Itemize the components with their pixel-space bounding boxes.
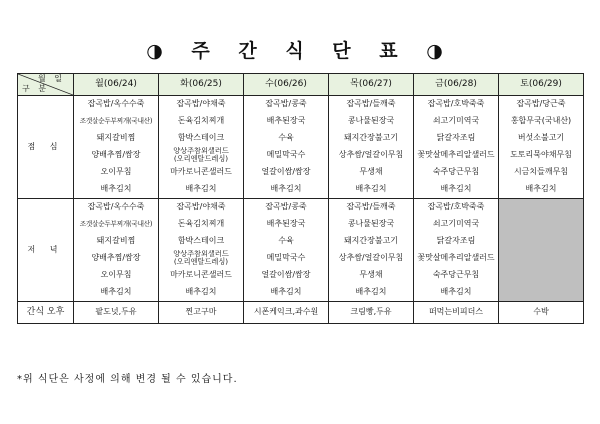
dinner-row — [18, 233, 584, 250]
dish-name: 콩나물된장국 — [347, 219, 395, 229]
dinner-dish-fri — [414, 267, 499, 284]
dinner-dish-thu — [329, 284, 414, 302]
snack-item-fri: 떠먹는비피더스 — [414, 302, 499, 324]
dinner-dish-wed — [244, 267, 329, 284]
lunch-dish-sat — [499, 181, 584, 199]
dish-name: 배추김치 — [355, 287, 387, 297]
dish-name: 마카로니콘샐러드 — [170, 270, 232, 280]
dinner-dish-sat — [499, 267, 584, 284]
snack-item-wed: 시폰케익크,과수원 — [244, 302, 329, 324]
lunch-dish-tue — [159, 147, 244, 164]
dish-name: 배추김치 — [270, 287, 302, 297]
dinner-dish-mon — [74, 284, 159, 302]
lunch-dish-tue — [159, 164, 244, 181]
dish-name: 수육 — [278, 236, 294, 246]
page-title: ◑ 주 간 식 단 표 ◑ — [146, 40, 454, 62]
dinner-dish-tue — [159, 233, 244, 250]
lunch-row — [18, 181, 584, 199]
dish-name: 돼지간장불고기 — [343, 133, 399, 143]
lunch-dish-tue — [159, 181, 244, 199]
snack-item-sat: 수박 — [499, 302, 584, 324]
dish-name: 함박스테이크 — [177, 236, 225, 246]
dish-name: 잡곡밥/들깨죽 — [346, 99, 396, 109]
dish-name: 돈육김치찌개 — [177, 116, 225, 126]
dish-name: 돼지간장불고기 — [343, 236, 399, 246]
dish-name: 잡곡밥/야채죽 — [176, 202, 226, 212]
dish-name: 배추김치 — [100, 184, 132, 194]
dinner-dish-tue — [159, 250, 244, 267]
dinner-dish-sat — [499, 216, 584, 233]
footnote: *위 식단은 사정에 의해 변경 될 수 있습니다. — [17, 374, 238, 385]
lunch-dish-fri — [414, 130, 499, 147]
dinner-dish-wed — [244, 250, 329, 267]
lunch-dish-wed — [244, 164, 329, 181]
dish-name: 잡곡밥/당근죽 — [516, 99, 566, 109]
lunch-row — [18, 113, 584, 130]
snack-item-thu: 크림빵,두유 — [329, 302, 414, 324]
header-row — [18, 74, 584, 96]
lunch-dish-wed — [244, 147, 329, 164]
lunch-dish-wed — [244, 130, 329, 147]
corner-bottom-label: 구 분 — [22, 84, 49, 94]
dinner-row — [18, 267, 584, 284]
dish-name: 배추김치 — [185, 287, 217, 297]
dinner-dish-tue — [159, 267, 244, 284]
lunch-dish-mon — [74, 113, 159, 130]
dinner-dish-tue — [159, 216, 244, 233]
snack-section-label: 간식 오후 — [18, 302, 74, 324]
dish-name: 돼지갈비찜 — [96, 236, 136, 246]
dish-name: 무생채 — [359, 270, 383, 280]
dinner-dish-tue — [159, 199, 244, 217]
dinner-dish-thu — [329, 250, 414, 267]
lunch-dish-mon — [74, 147, 159, 164]
lunch-dish-thu — [329, 130, 414, 147]
dinner-dish-thu — [329, 267, 414, 284]
day-header-fri: 금(06/28) — [414, 74, 499, 96]
dish-name: 조갯살순두부찌개(국내산) — [79, 220, 153, 229]
dish-name: 닭갈자조림 — [436, 133, 476, 143]
dinner-dish-wed — [244, 284, 329, 302]
dish-name: 홍합무국(국내산) — [510, 116, 572, 126]
dish-name: 오이무침 — [100, 270, 132, 280]
lunch-row — [18, 164, 584, 181]
dinner-dish-thu — [329, 216, 414, 233]
dish-name: 배추김치 — [270, 184, 302, 194]
dish-name: 조갯살순두부찌개(국내산) — [79, 117, 153, 126]
snack-item-tue: 찐고구마 — [159, 302, 244, 324]
day-header-mon: 월(06/24) — [74, 74, 159, 96]
lunch-dish-wed — [244, 96, 329, 114]
dinner-dish-mon — [74, 216, 159, 233]
dish-name: 콩나물된장국 — [347, 116, 395, 126]
dinner-dish-fri — [414, 216, 499, 233]
dish-name: 마카로니콘샐러드 — [170, 167, 232, 177]
dinner-row — [18, 284, 584, 302]
dinner-dish-fri — [414, 284, 499, 302]
lunch-dish-wed — [244, 113, 329, 130]
dish-name: 잡곡밥/호박죽죽 — [427, 202, 485, 212]
dinner-dish-thu — [329, 233, 414, 250]
dish-name: 배추된장국 — [266, 116, 306, 126]
lunch-dish-mon — [74, 96, 159, 114]
dish-name: 양상추참외샐러드 (오리엔탈드레싱) — [173, 147, 229, 164]
dish-name: 배추김치 — [185, 184, 217, 194]
dish-name: 메밀막국수 — [266, 253, 306, 263]
day-header-wed: 수(06/26) — [244, 74, 329, 96]
dish-name: 상추쌈/얼갈이무침 — [338, 253, 404, 263]
dinner-row — [18, 216, 584, 233]
lunch-dish-thu — [329, 181, 414, 199]
dish-name: 배추김치 — [440, 287, 472, 297]
dinner-dish-mon — [74, 233, 159, 250]
dinner-dish-mon — [74, 250, 159, 267]
lunch-dish-tue — [159, 130, 244, 147]
lunch-dish-fri — [414, 147, 499, 164]
lunch-dish-fri — [414, 181, 499, 199]
dish-name: 쇠고기미역국 — [432, 116, 480, 126]
lunch-row — [18, 130, 584, 147]
dish-name: 배추김치 — [525, 184, 557, 194]
dish-name: 잡곡밥/옥수수죽 — [87, 202, 145, 212]
dish-name: 양배추찜/쌈장 — [91, 150, 141, 160]
lunch-dish-sat — [499, 96, 584, 114]
lunch-dish-fri — [414, 113, 499, 130]
dish-name: 잡곡밥/콩죽 — [265, 202, 307, 212]
lunch-dish-sat — [499, 113, 584, 130]
lunch-dish-wed — [244, 181, 329, 199]
lunch-dish-thu — [329, 147, 414, 164]
dish-name: 배추김치 — [440, 184, 472, 194]
lunch-dish-tue — [159, 96, 244, 114]
corner-top-label: 월 일 — [38, 74, 65, 83]
dinner-dish-wed — [244, 216, 329, 233]
dish-name: 무생채 — [359, 167, 383, 177]
dish-name: 잡곡밥/옥수수죽 — [87, 99, 145, 109]
dish-name: 닭갈자조림 — [436, 236, 476, 246]
dinner-row — [18, 250, 584, 267]
dinner-dish-fri — [414, 250, 499, 267]
dish-name: 꽃맛살메추리알샐러드 — [417, 253, 495, 263]
lunch-dish-fri — [414, 96, 499, 114]
lunch-dish-fri — [414, 164, 499, 181]
dish-name: 양배추찜/쌈장 — [91, 253, 141, 263]
dish-name: 숙주당근무침 — [432, 270, 480, 280]
lunch-dish-thu — [329, 164, 414, 181]
dish-name: 수육 — [278, 133, 294, 143]
dish-name: 시금치들깨무침 — [513, 167, 569, 177]
day-header-sat: 토(06/29) — [499, 74, 584, 96]
dish-name: 버섯소불고기 — [517, 133, 565, 143]
weekly-menu-table — [17, 73, 584, 324]
snack-item-mon: 팥도넛,두유 — [74, 302, 159, 324]
lunch-row — [18, 96, 584, 114]
dinner-dish-mon — [74, 267, 159, 284]
dish-name: 잡곡밥/들깨죽 — [346, 202, 396, 212]
lunch-dish-thu — [329, 113, 414, 130]
dinner-dish-fri — [414, 199, 499, 217]
lunch-dish-tue — [159, 113, 244, 130]
lunch-row — [18, 147, 584, 164]
dish-name: 숙주당근무침 — [432, 167, 480, 177]
lunch-dish-sat — [499, 164, 584, 181]
lunch-dish-mon — [74, 164, 159, 181]
dish-name: 돼지갈비찜 — [96, 133, 136, 143]
dinner-section-label: 저 녁 — [18, 199, 74, 302]
dish-name: 상추쌈/얼갈이무침 — [338, 150, 404, 160]
dish-name: 쇠고기미역국 — [432, 219, 480, 229]
dish-name: 오이무침 — [100, 167, 132, 177]
lunch-dish-mon — [74, 181, 159, 199]
dish-name: 얼갈이쌈/쌈장 — [261, 270, 311, 280]
dish-name: 잡곡밥/야채죽 — [176, 99, 226, 109]
dinner-dish-thu — [329, 199, 414, 217]
dinner-dish-wed — [244, 233, 329, 250]
dinner-dish-sat — [499, 199, 584, 217]
dinner-dish-fri — [414, 233, 499, 250]
dish-name: 돈육김치찌개 — [177, 219, 225, 229]
day-header-thu: 목(06/27) — [329, 74, 414, 96]
dish-name: 꽃맛살메추리알샐러드 — [417, 150, 495, 160]
dish-name: 얼갈이쌈/쌈장 — [261, 167, 311, 177]
dinner-row — [18, 199, 584, 217]
dinner-dish-mon — [74, 199, 159, 217]
dish-name: 잡곡밥/콩죽 — [265, 99, 307, 109]
dish-name: 함박스테이크 — [177, 133, 225, 143]
dinner-dish-wed — [244, 199, 329, 217]
dish-name: 도토리묵야채무침 — [510, 150, 572, 160]
lunch-section-label: 점 심 — [18, 96, 74, 199]
lunch-dish-sat — [499, 147, 584, 164]
dinner-dish-sat — [499, 284, 584, 302]
dinner-dish-tue — [159, 284, 244, 302]
day-header-tue: 화(06/25) — [159, 74, 244, 96]
lunch-dish-sat — [499, 130, 584, 147]
lunch-dish-thu — [329, 96, 414, 114]
dish-name: 양상추참외샐러드 (오리엔탈드레싱) — [173, 250, 229, 267]
dish-name: 메밀막국수 — [266, 150, 306, 160]
corner-cell — [18, 74, 74, 96]
dish-name: 배추김치 — [355, 184, 387, 194]
dinner-dish-sat — [499, 233, 584, 250]
snack-row — [18, 302, 584, 324]
dinner-dish-sat — [499, 250, 584, 267]
dish-name: 잡곡밥/호박죽죽 — [427, 99, 485, 109]
dish-name: 배추김치 — [100, 287, 132, 297]
lunch-dish-mon — [74, 130, 159, 147]
dish-name: 배추된장국 — [266, 219, 306, 229]
